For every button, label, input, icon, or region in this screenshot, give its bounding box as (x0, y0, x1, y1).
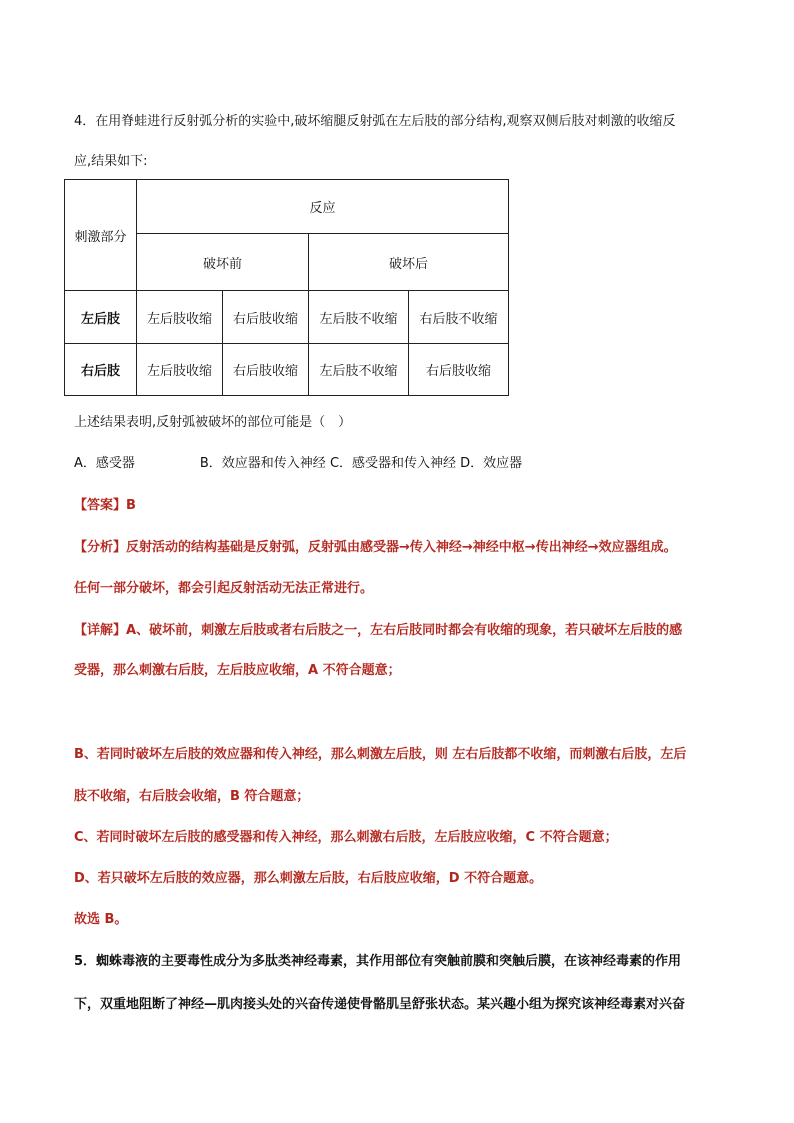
detail-b-line-1: B、若同时破坏左后肢的效应器和传入神经，那么刺激左后肢，则 左右后肢都不收缩，而刺激右后肢，左后 (74, 747, 687, 762)
q5-line-2: 下，双重地阻断了神经—肌肉接头处的兴奋传递使骨骼肌呈舒张状态。某兴趣小组为探究该神经毒素对兴奋 (74, 997, 686, 1012)
answer-line (74, 494, 136, 513)
q4-stem-line-2: 应,结果如下: (74, 154, 148, 169)
row-part: 右后肢 (65, 344, 137, 396)
detail-c: C、若同时破坏左后肢的感受器和传入神经，那么刺激右后肢，左后肢应收缩，C 不符合题意； (74, 830, 618, 845)
header-stimulus-part: 刺激部分 (65, 180, 137, 291)
analysis-line-2: 任何一部分破坏，都会引起反射活动无法正常进行。 (74, 581, 374, 596)
table-cell: 左后肢收缩 (137, 291, 223, 344)
table-row (65, 291, 509, 344)
table-cell: 右后肢收缩 (223, 344, 309, 396)
detail-a-text: A、破坏前，刺激左后肢或者右后肢之一，左右后肢同时都会有收缩的现象，若只破坏左后肢的感 (126, 623, 683, 638)
detail-a-line-1 (74, 619, 682, 638)
q4-options: A．感受器 B．效应器和传入神经 C．感受器和传入神经 D．效应器 (74, 456, 523, 471)
analysis-text: 反射活动的结构基础是反射弧，反射弧由感受器→传入神经→神经中枢→传出神经→效应器组成。 (126, 540, 677, 555)
detail-b-line-2: 肢不收缩，右后肢会收缩，B 符合题意； (74, 789, 310, 804)
analysis-line-1 (74, 536, 677, 555)
detail-d: D、若只破坏左后肢的效应器，那么刺激左后肢，右后肢应收缩，D 不符合题意。 (74, 871, 543, 886)
table-cell: 左后肢不收缩 (309, 291, 409, 344)
answer-tag: 【答案】 (74, 498, 127, 513)
table-cell: 左后肢不收缩 (309, 344, 409, 396)
table-cell: 右后肢不收缩 (409, 291, 509, 344)
table-cell: 右后肢收缩 (223, 291, 309, 344)
conclusion: 故选 B。 (74, 912, 128, 927)
answer-value: B (126, 498, 136, 513)
detail-tag: 【详解】 (74, 623, 127, 638)
header-reaction: 反应 (137, 180, 509, 234)
header-before: 破坏前 (137, 234, 309, 291)
table-cell: 右后肢收缩 (409, 344, 509, 396)
detail-a-line-2: 受器，那么刺激右后肢，左后肢应收缩，A 不符合题意； (74, 663, 401, 678)
q4-stem-line-1: 4．在用脊蛙进行反射弧分析的实验中,破坏缩腿反射弧在左后肢的部分结构,观察双侧后肢对刺激的收缩反 (74, 114, 676, 129)
analysis-tag: 【分析】 (74, 540, 127, 555)
header-after: 破坏后 (309, 234, 509, 291)
row-part: 左后肢 (65, 291, 137, 344)
table-row (65, 344, 509, 396)
q4-question: 上述结果表明,反射弧被破坏的部位可能是（ ） (74, 415, 352, 430)
table-cell: 左后肢收缩 (137, 344, 223, 396)
results-table (64, 179, 509, 396)
q5-line-1: 5．蜘蛛毒液的主要毒性成分为多肽类神经毒素，其作用部位有突触前膜和突触后膜，在该神经毒素的作用 (74, 954, 682, 969)
